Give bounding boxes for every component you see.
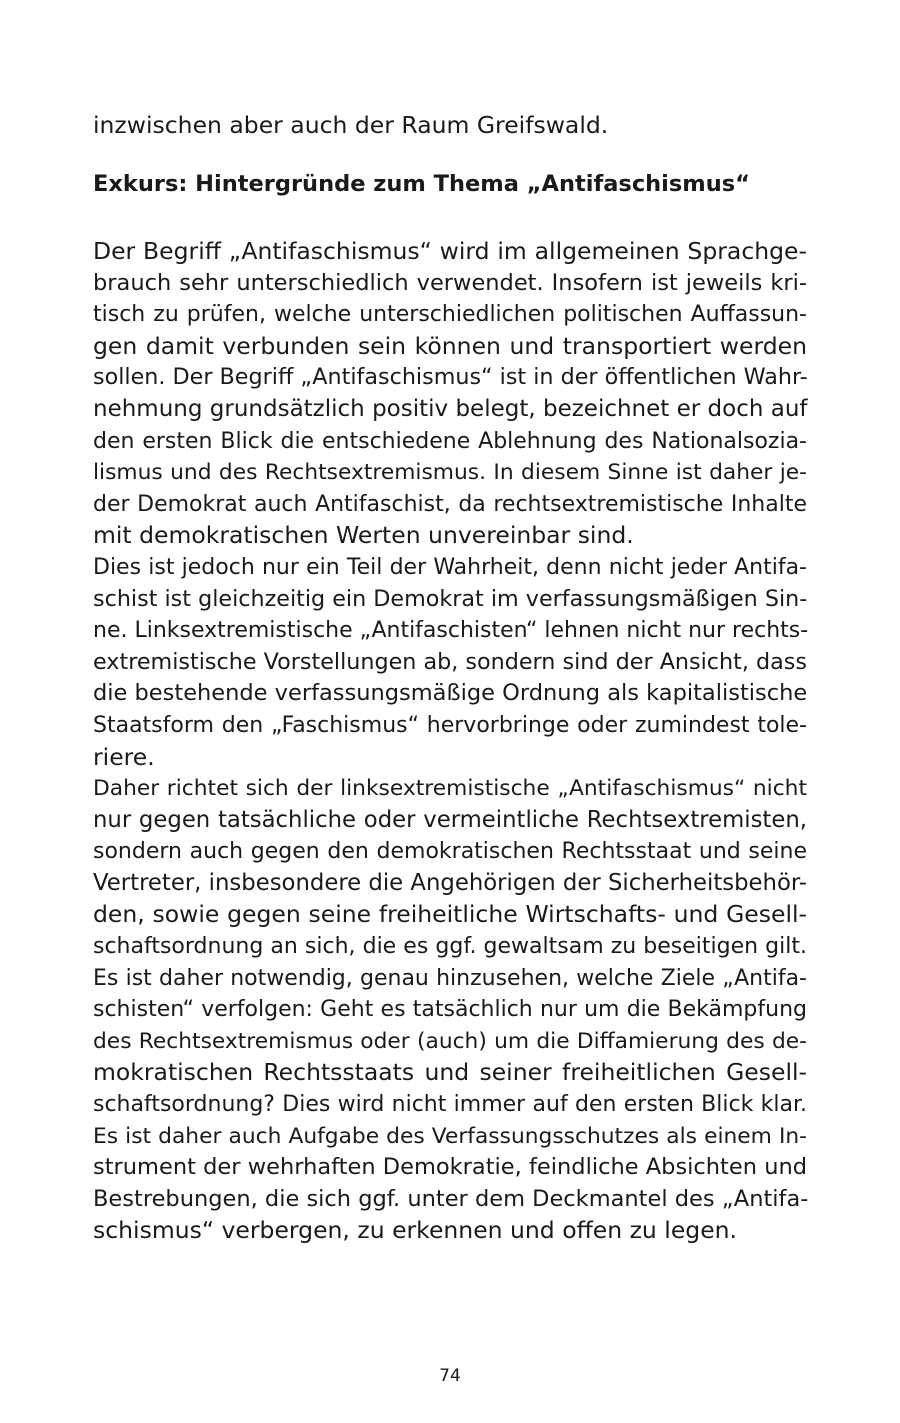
body-line: sollen. Der Begriff „Antifaschismus“ ist in der öffentlichen Wahr- [93, 364, 808, 391]
body-line: tisch zu prüfen, welche unterschiedlichen politischen Auffassun- [93, 302, 807, 328]
body-line: Vertreter, insbesondere die Angehörigen der Sicherheitsbehör- [93, 869, 807, 896]
body-line: strument der wehrhaften Demokratie, feindliche Absichten und [93, 1154, 807, 1181]
body-line: die bestehende verfassungsmäßige Ordnung als kapitalistische [93, 680, 808, 707]
body-line: Es ist daher notwendig, genau hinzusehen, welche Ziele „Antifa- [93, 965, 807, 991]
page-content [93, 110, 807, 142]
body-line: schismus“ verbergen, zu erkennen und offen zu legen. [93, 1216, 738, 1245]
body-line: riere. [93, 742, 155, 771]
body-line: Dies ist jedoch nur ein Teil der Wahrheit, denn nicht jeder Antifa- [93, 554, 807, 580]
body-line: Es ist daher auch Aufgabe des Verfassungsschutzes als einem In- [93, 1123, 807, 1149]
section-heading: Exkurs: Hintergründe zum Thema „Antifaschismus“ [93, 171, 750, 197]
body-line: lismus und des Rechtsextremismus. In diesem Sinne ist daher je- [93, 460, 807, 486]
body-line: des Rechtsextremismus oder (auch) um die Diffamierung des de- [93, 1028, 807, 1054]
body-line: schist ist gleichzeitig ein Demokrat im verfassungsmäßigen Sin- [93, 585, 808, 612]
body-line: Staatsform den „Faschismus“ hervorbringe oder zumindest tole- [93, 712, 807, 738]
body-line: schaftsordnung an sich, die es ggf. gewaltsam zu beseitigen gilt. [93, 934, 807, 960]
body-text [93, 236, 807, 1247]
body-line: Bestrebungen, die sich ggf. unter dem Deckmantel des „Antifa- [93, 1185, 809, 1212]
body-line: schisten“ verfolgen: Geht es tatsächlich nur um die Bekämpfung [93, 997, 807, 1023]
intro-line: inzwischen aber auch der Raum Greifswald. [93, 111, 609, 139]
body-line: den ersten Blick die entschiedene Ablehnung des Nationalsozia- [93, 428, 807, 454]
body-line: Der Begriff „Antifaschismus“ wird im allgemeinen Sprachge- [93, 237, 807, 265]
body-line: brauch sehr unterschiedlich verwendet. Insofern ist jeweils kri- [93, 269, 807, 296]
body-line: sondern auch gegen den demokratischen Rechtsstaat und seine [93, 839, 807, 865]
body-line: nur gegen tatsächliche oder vermeintliche Rechtsextremisten, [93, 806, 807, 833]
body-line: extremistische Vorstellungen ab, sondern sind der Ansicht, dass [93, 648, 807, 675]
body-line: ne. Linksextremistische „Antifaschisten“ lehnen nicht nur rechts- [93, 618, 809, 644]
body-line: schaftsordnung? Dies wird nicht immer auf den ersten Blick klar. [93, 1092, 807, 1118]
body-line: nehmung grundsätzlich positiv belegt, bezeichnet er doch auf [93, 395, 808, 422]
body-line: der Demokrat auch Antifaschist, da rechtsextremistische Inhalte [93, 491, 807, 517]
body-line: gen damit verbunden sein können und transportiert werden [93, 331, 807, 360]
body-line: mit demokratischen Werten unvereinbar sind. [93, 521, 634, 550]
body-line: mokratischen Rechtsstaats und seiner freiheitlichen Gesell- [93, 1058, 807, 1087]
page-number: 74 [439, 1366, 461, 1386]
body-line: den, sowie gegen seine freiheitliche Wirtschafts- und Gesell- [93, 900, 807, 929]
body-line: Daher richtet sich der linksextremistische „Antifaschismus“ nicht [93, 776, 807, 802]
